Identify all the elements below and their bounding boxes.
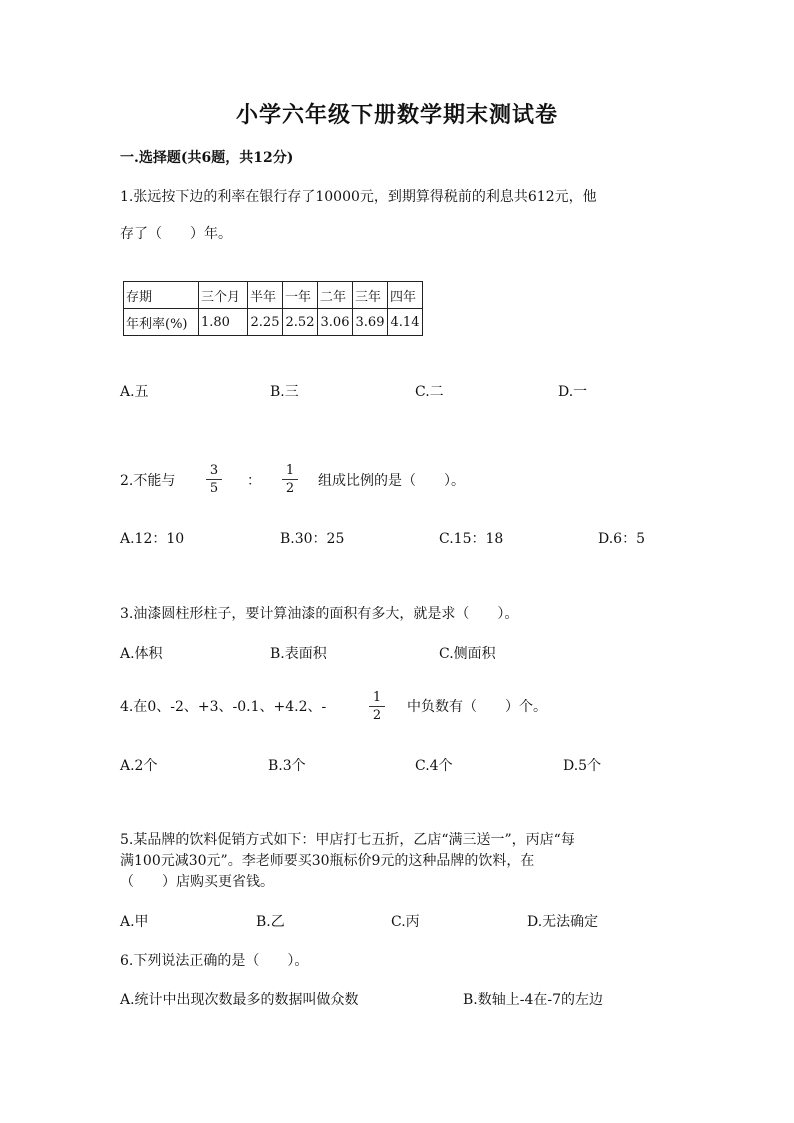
table-row [124, 309, 423, 336]
question-5-line-2: 满100元减30元”。李老师要买30瓶标价9元的这种品牌的饮料，在 [120, 853, 535, 869]
fraction-one-half [279, 463, 301, 496]
question-4-option-a[interactable]: A.2个 [120, 758, 158, 774]
fraction-denominator: 2 [372, 708, 382, 723]
fraction-denominator: 2 [285, 481, 295, 496]
question-3-option-a[interactable]: A.体积 [120, 646, 163, 662]
table-cell: 一年 [283, 282, 318, 309]
question-4-option-d[interactable]: D.5个 [563, 758, 602, 774]
table-cell: 三个月 [199, 282, 248, 309]
question-5-option-a[interactable]: A.甲 [120, 914, 149, 930]
page-title: 小学六年级下册数学期末测试卷 [235, 102, 558, 128]
question-3-option-b[interactable]: B.表面积 [270, 646, 327, 662]
table-cell: 半年 [248, 282, 283, 309]
question-5-line-3: （ ）店购买更省钱。 [120, 874, 274, 890]
fraction-three-fifths [203, 463, 225, 496]
question-2-prefix: 2.不能与 [120, 473, 176, 489]
question-3-option-c[interactable]: C.侧面积 [439, 646, 496, 662]
fraction-bar [206, 479, 222, 480]
table-cell: 四年 [388, 282, 423, 309]
question-1-line-2: 存了（ ）年。 [120, 226, 232, 242]
question-6-option-a[interactable]: A.统计中出现次数最多的数据叫做众数 [120, 992, 359, 1008]
question-1-line-1: 1.张远按下边的利率在银行存了10000元，到期算得税前的利息共612元，他 [120, 189, 597, 205]
question-1-option-b[interactable]: B.三 [270, 384, 299, 400]
fraction-denominator: 5 [209, 481, 219, 496]
question-6-option-b[interactable]: B.数轴上-4在-7的左边 [463, 992, 604, 1008]
question-1-option-a[interactable]: A.五 [120, 384, 149, 400]
interest-rate-table [123, 281, 423, 336]
question-2-option-c[interactable]: C.15：18 [439, 531, 504, 547]
question-4-prefix: 4.在0、-2、+3、-0.1、+4.2、- [120, 699, 327, 715]
table-cell: 存期 [124, 282, 199, 309]
table-cell: 2.25 [248, 309, 283, 336]
table-cell: 年利率(%) [124, 309, 199, 336]
table-cell: 3.06 [318, 309, 353, 336]
question-2-suffix: 组成比例的是（ ）。 [318, 473, 465, 489]
fraction-bar [282, 479, 298, 480]
ratio-colon: ： [247, 473, 261, 489]
question-5-option-d[interactable]: D.无法确定 [527, 914, 599, 930]
question-5-option-c[interactable]: C.丙 [391, 914, 420, 930]
fraction-bar [369, 706, 385, 707]
table-cell: 2.52 [283, 309, 318, 336]
question-4-suffix: 中负数有（ ）个。 [407, 699, 547, 715]
question-2-option-d[interactable]: D.6：5 [598, 531, 645, 547]
question-4-option-c[interactable]: C.4个 [415, 758, 453, 774]
fraction-numerator: 1 [372, 690, 382, 705]
question-2-option-a[interactable]: A.12：10 [120, 531, 185, 547]
question-6-text: 6.下列说法正确的是（ ）。 [120, 953, 309, 969]
question-1-option-d[interactable]: D.一 [558, 384, 588, 400]
fraction-one-half [366, 690, 388, 723]
question-5-line-1: 5.某品牌的饮料促销方式如下：甲店打七五折，乙店“满三送一”，丙店“每 [120, 832, 575, 848]
question-4-option-b[interactable]: B.3个 [268, 758, 306, 774]
question-3-text: 3.油漆圆柱形柱子，要计算油漆的面积有多大，就是求（ ）。 [120, 606, 519, 622]
question-1-option-c[interactable]: C.二 [415, 384, 444, 400]
table-cell: 1.80 [199, 309, 248, 336]
section-heading: 一.选择题(共6题，共12分) [120, 150, 294, 166]
question-2-option-b[interactable]: B.30：25 [280, 531, 345, 547]
fraction-numerator: 3 [209, 463, 219, 478]
question-5-option-b[interactable]: B.乙 [256, 914, 285, 930]
table-cell: 3.69 [353, 309, 388, 336]
table-cell: 三年 [353, 282, 388, 309]
table-cell: 二年 [318, 282, 353, 309]
fraction-numerator: 1 [285, 463, 295, 478]
table-row [124, 282, 423, 309]
table-cell: 4.14 [388, 309, 423, 336]
